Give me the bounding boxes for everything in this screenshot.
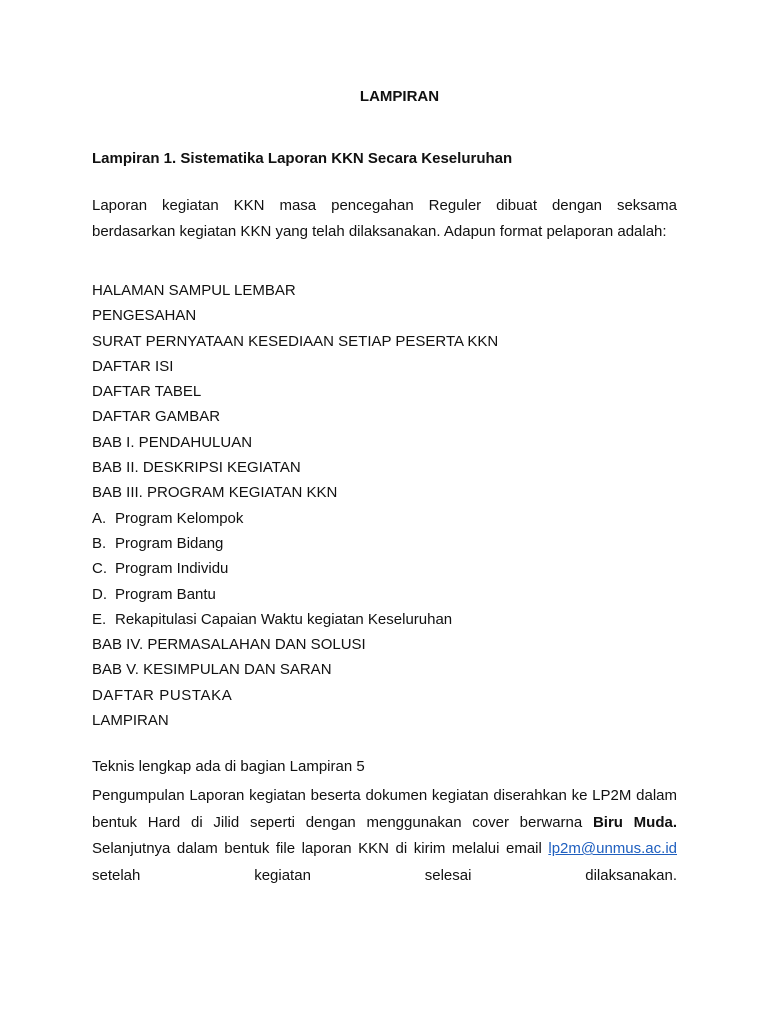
sub-outline-letter: B. <box>92 534 107 552</box>
outline-item: DAFTAR PUSTAKA <box>92 686 233 704</box>
report-outline-list <box>92 278 498 733</box>
outline-item: BAB II. DESKRIPSI KEGIATAN <box>92 459 301 477</box>
sub-outline-item <box>92 556 498 581</box>
sub-outline-text: Program Individu <box>115 560 229 578</box>
document-title: LAMPIRAN <box>359 88 440 105</box>
outline-item: BAB I. PENDAHULUAN <box>92 433 253 451</box>
outline-item: BAB V. KESIMPULAN DAN SARAN <box>92 661 332 679</box>
technical-note: Teknis lengkap ada di bagian Lampiran 5 <box>92 758 365 775</box>
outline-item: HALAMAN SAMPUL LEMBAR <box>92 282 296 299</box>
sub-outline-item <box>92 506 498 531</box>
outline-item: BAB III. PROGRAM KEGIATAN KKN <box>92 484 338 502</box>
sub-outline-text: Rekapitulasi Capaian Waktu kegiatan Keseluruhan <box>115 610 453 628</box>
closing-text-part1: Pengumpulan Laporan kegiatan beserta dokumen kegiatan diserahkan ke LP2M dalam bentuk Hard di Jilid seperti dengan menggunakan cover berwarna <box>92 787 677 831</box>
email-link[interactable]: lp2m@unmus.ac.id <box>548 840 677 857</box>
outline-item: BAB IV. PERMASALAHAN DAN SOLUSI <box>92 636 366 654</box>
outline-item: DAFTAR ISI <box>92 357 174 375</box>
closing-text-part2: Selanjutnya dalam bentuk file laporan KKN di kirim melalui email <box>92 840 549 857</box>
sub-outline-item <box>92 531 498 556</box>
section-heading: Lampiran 1. Sistematika Laporan KKN Secara Keseluruhan <box>92 150 513 167</box>
sub-outline-text: Program Bantu <box>115 585 216 603</box>
closing-text-part3: setelah kegiatan selesai dilaksanakan. <box>92 866 677 884</box>
outline-item: SURAT PERNYATAAN KESEDIAAN SETIAP PESERTA KKN <box>92 332 499 350</box>
sub-outline-letter: A. <box>92 509 107 527</box>
closing-paragraph <box>92 783 677 889</box>
sub-outline-item <box>92 607 498 632</box>
sub-outline-item <box>92 582 498 607</box>
outline-item: DAFTAR TABEL <box>92 383 202 401</box>
outline-item: PENGESAHAN <box>92 307 197 325</box>
sub-outline-letter: C. <box>92 560 107 578</box>
sub-outline-text: Program Kelompok <box>115 509 244 527</box>
outline-item: LAMPIRAN <box>92 712 169 730</box>
sub-outline-letter: D. <box>92 585 107 603</box>
intro-paragraph: Laporan kegiatan KKN masa pencegahan Reguler dibuat dengan seksama berdasarkan kegiatan KKN yang telah dilaksanakan. Adapun format pelaporan adalah: <box>92 197 677 240</box>
sub-outline-text: Program Bidang <box>115 534 224 552</box>
outline-item: DAFTAR GAMBAR <box>92 408 221 426</box>
sub-outline-letter: E. <box>92 610 107 628</box>
cover-color-emphasis: Biru Muda. <box>592 813 678 831</box>
